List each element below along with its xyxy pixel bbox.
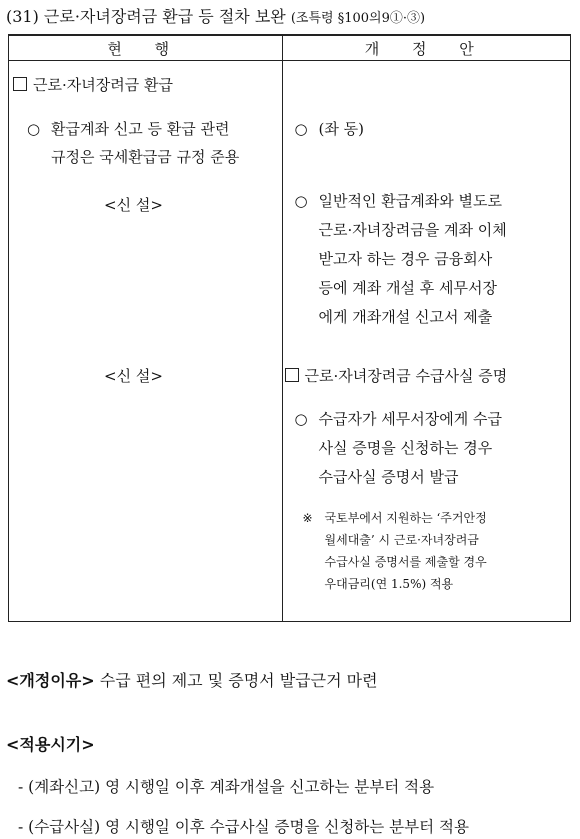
proposed-item-line: 사실 증명을 신청하는 경우 (318, 439, 493, 457)
current-item-line: 규정은 국세환급금 규정 준용 (51, 148, 240, 166)
proposed-item-certificate (295, 405, 570, 495)
timing-line-account: - (계좌신고) 영 시행일 이후 계좌개설을 신고하는 분부터 적용 (18, 778, 435, 796)
proposed-item-line: 수급자가 세무서장에게 수급 (318, 410, 502, 428)
proposed-note (303, 507, 568, 602)
header-current: 현 행 (9, 35, 283, 61)
header-proposed: 개 정 안 (282, 35, 570, 61)
proposed-heading (285, 362, 508, 390)
reason-section (6, 668, 378, 691)
bullet-icon: ○ (27, 120, 41, 138)
bullet-icon: ○ (294, 192, 308, 210)
current-item-line: 환급계좌 신고 등 환급 관련 (51, 120, 230, 138)
proposed-same-text: (좌 동) (318, 120, 364, 138)
timing-section (6, 732, 95, 755)
timing-label: <적용시기> (6, 735, 95, 754)
bullet-icon: ○ (294, 410, 308, 428)
proposed-item-line: 수급사실 증명서 발급 (318, 468, 459, 486)
current-heading-text: 근로·자녀장려금 환급 (33, 76, 173, 94)
current-column (9, 61, 283, 622)
reason-label: <개정이유> (6, 671, 95, 690)
note-line: 국토부에서 지원하는 ‘주거안정 (324, 511, 487, 525)
proposed-item-line: 에게 개좌개설 신고서 제출 (318, 308, 493, 326)
note-mark-icon: ※ (302, 511, 313, 525)
proposed-item-line: 등에 계좌 개설 후 세무서장 (318, 279, 497, 297)
title-main: (31) 근로·자녀장려금 환급 등 절차 보완 (6, 7, 286, 26)
note-line: 수급사실 증명서를 제출할 경우 (324, 555, 487, 569)
note-line: 월세대출’ 시 근로·자녀장려금 (324, 533, 479, 547)
reason-text: 수급 편의 제고 및 증명서 발급근거 마련 (99, 671, 378, 690)
proposed-item-line: 받고자 하는 경우 금융회사 (318, 250, 493, 268)
current-heading (13, 71, 173, 99)
checkbox-square-icon (285, 368, 299, 382)
proposed-same (295, 115, 565, 145)
note-line: 우대금리(연 1.5%) 적용 (324, 577, 454, 591)
page-title (6, 4, 425, 27)
timing-line-certificate: - (수급사실) 영 시행일 이후 수급사실 증명을 신청하는 분부터 적용 (18, 818, 469, 836)
proposed-heading-text: 근로·자녀장려금 수급사실 증명 (304, 367, 508, 385)
current-new-1: <신 설> (104, 196, 163, 214)
proposed-column (282, 61, 570, 622)
current-item-refund (27, 115, 277, 175)
comparison-table (8, 34, 571, 622)
title-reference: (조특령 §100의9①·③) (290, 11, 426, 26)
checkbox-square-icon (13, 77, 27, 91)
proposed-item-line: 일반적인 환급계좌와 별도로 (318, 192, 502, 210)
bullet-icon: ○ (294, 120, 308, 138)
proposed-item-line: 근로·자녀장려금을 계좌 이체 (318, 221, 507, 239)
proposed-item-account (295, 187, 570, 337)
current-new-2: <신 설> (104, 367, 163, 385)
